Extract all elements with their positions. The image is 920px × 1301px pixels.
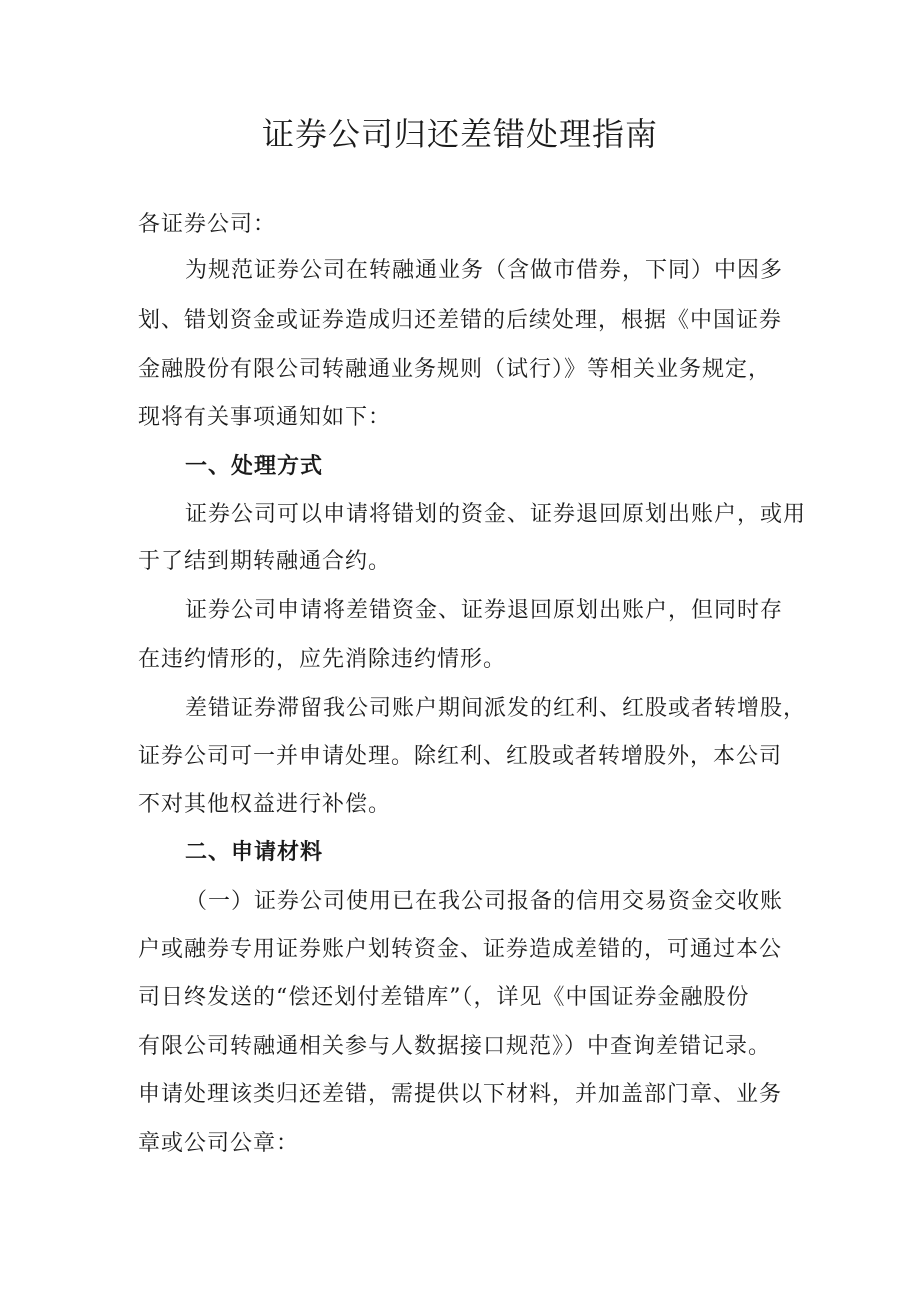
intro-line: 划、错划资金或证券造成归还差错的后续处理，根据《中国证券: [138, 308, 783, 333]
paragraph-line: 户或融券专用证券账户划转资金、证券造成差错的，可通过本公: [138, 937, 783, 962]
section-heading: 一、处理方式: [185, 454, 324, 479]
section-heading: 二、申请材料: [185, 840, 324, 865]
paragraph-line: 在违约情形的，应先消除违约情形。: [138, 647, 507, 672]
paragraph-line: 司日终发送的“偿还划付差错库”（，详见《中国证券金融股份: [138, 985, 750, 1010]
paragraph-line: 证券公司可一并申请处理。除红利、红股或者转增股外，本公司: [138, 744, 783, 769]
paragraph-line: 不对其他权益进行补偿。: [138, 792, 392, 817]
paragraph-line: 章或公司公章：: [138, 1131, 300, 1156]
paragraph-line: 于了结到期转融通合约。: [138, 549, 392, 574]
paragraph-line: 证券公司申请将差错资金、证券退回原划出账户，但同时存: [185, 598, 784, 623]
paragraph-line: （一）证券公司使用已在我公司报备的信用交易资金交收账: [185, 889, 784, 914]
intro-line: 为规范证券公司在转融通业务（含做市借券，下同）中因多: [185, 258, 784, 283]
salutation: 各证券公司：: [138, 212, 277, 237]
document-title: 证券公司归还差错处理指南: [261, 115, 658, 153]
intro-line: 现将有关事项通知如下：: [138, 405, 392, 430]
paragraph-line: 证券公司可以申请将错划的资金、证券退回原划出账户，或用: [185, 502, 807, 527]
paragraph-line: 有限公司转融通相关参与人数据接口规范》）中查询差错记录。: [138, 1034, 772, 1059]
intro-line: 金融股份有限公司转融通业务规则（试行）》等相关业务规定，: [138, 357, 772, 382]
paragraph-line: 申请处理该类归还差错，需提供以下材料，并加盖部门章、业务: [138, 1082, 783, 1107]
paragraph-line: 差错证券滞留我公司账户期间派发的红利、红股或者转增股，: [185, 696, 807, 721]
